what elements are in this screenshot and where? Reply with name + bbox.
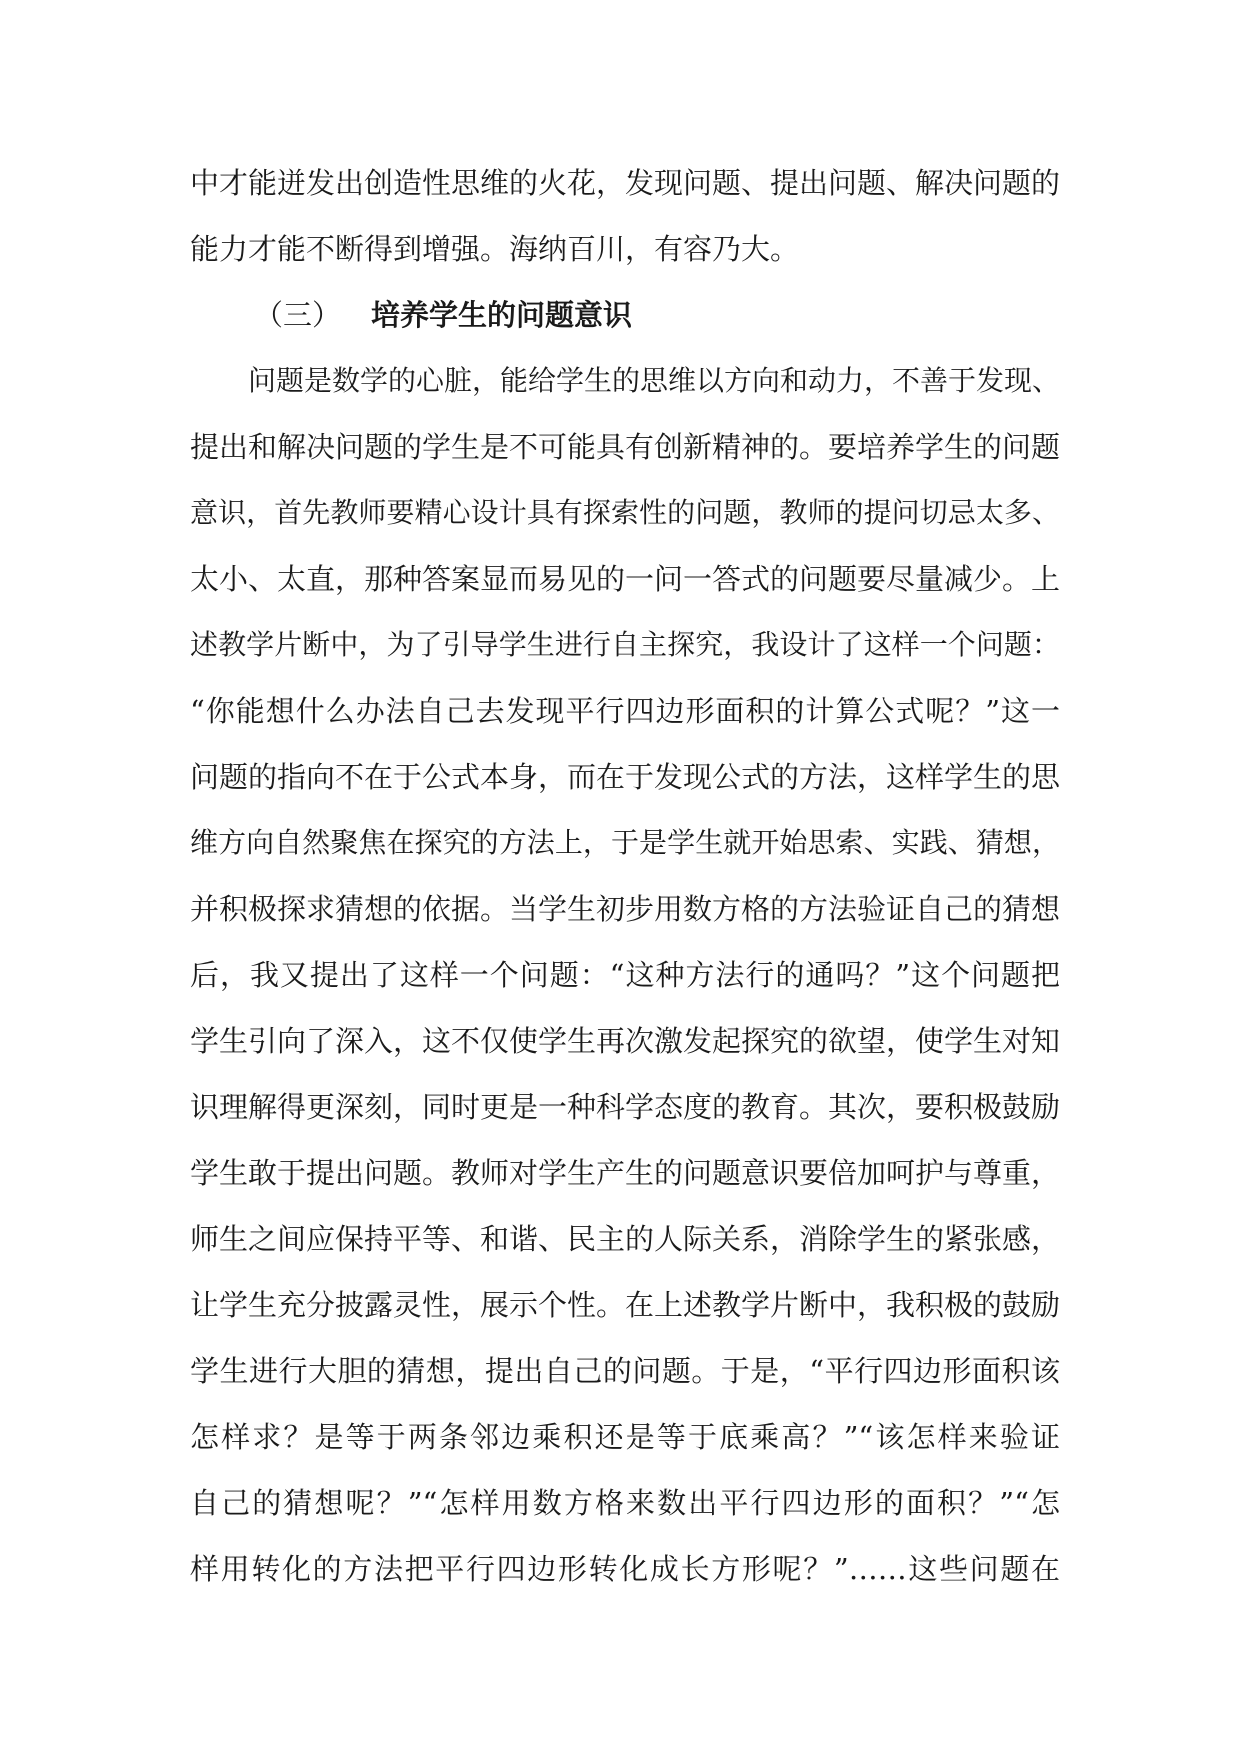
text-line: 怎样求？是等于两条邻边乘积还是等于底乘高？”“该怎样来验证 [190,1420,1060,1454]
text-line: 提出和解决问题的学生是不可能具有创新精神的。要培养学生的问题 [190,430,1061,464]
text-line: 并积极探求猜想的依据。当学生初步用数方格的方法验证自己的猜想 [190,892,1061,926]
section-number: （三） [254,298,342,332]
text-line: 能力才能不断得到增强。海纳百川，有容乃大。 [190,232,800,266]
text-line: “你能想什么办法自己去发现平行四边形面积的计算公式呢？”这一 [190,694,1060,728]
text-line: 意识，首先教师要精心设计具有探索性的问题，教师的提问切忌太多、 [190,496,1060,529]
text-line: 中才能迸发出创造性思维的火花，发现问题、提出问题、解决问题的 [190,166,1061,200]
text-line: 师生之间应保持平等、和谐、民主的人际关系，消除学生的紧张感， [190,1222,1061,1256]
text-line: 后，我又提出了这样一个问题：“这种方法行的通吗？”这个问题把 [190,958,1060,992]
text-line: 学生敢于提出问题。教师对学生产生的问题意识要倍加呵护与尊重， [190,1156,1061,1190]
text-line: 学生引向了深入，这不仅使学生再次激发起探究的欲望，使学生对知 [190,1024,1061,1058]
text-line: 识理解得更深刻，同时更是一种科学态度的教育。其次，要积极鼓励 [190,1090,1061,1124]
text-line: 样用转化的方法把平行四边形转化成长方形呢？”……这些问题在 [190,1552,1060,1586]
text-line: 问题的指向不在于公式本身，而在于发现公式的方法，这样学生的思 [190,760,1061,794]
section-heading [254,290,632,340]
text-line: 述教学片断中，为了引导学生进行自主探究，我设计了这样一个问题： [190,628,1060,661]
text-line: 学生进行大胆的猜想，提出自己的问题。于是，“平行四边形面积该 [190,1354,1060,1388]
text-line: 问题是数学的心脏，能给学生的思维以方向和动力，不善于发现、 [248,364,1061,397]
text-line: 维方向自然聚焦在探究的方法上，于是学生就开始思索、实践、猜想， [190,826,1060,859]
section-title: 培养学生的问题意识 [371,298,633,332]
text-line: 太小、太直，那种答案显而易见的一问一答式的问题要尽量减少。上 [190,562,1061,596]
text-line: 自己的猜想呢？”“怎样用数方格来数出平行四边形的面积？”“怎 [190,1486,1060,1520]
text-line: 让学生充分披露灵性，展示个性。在上述教学片断中，我积极的鼓励 [190,1288,1061,1322]
